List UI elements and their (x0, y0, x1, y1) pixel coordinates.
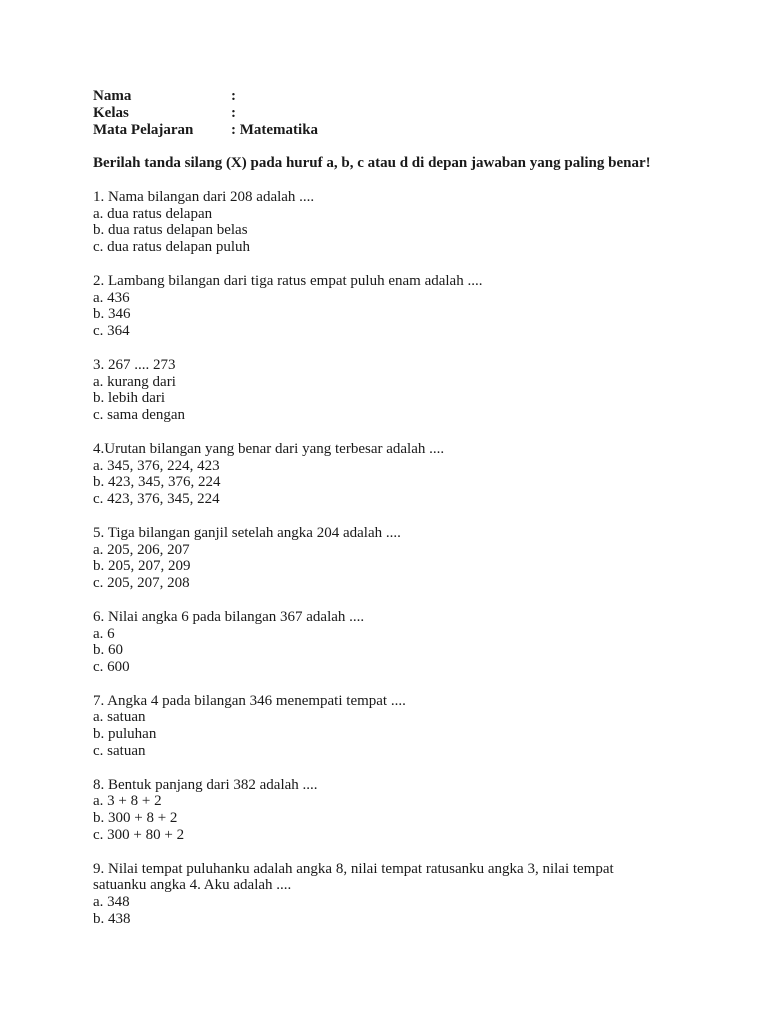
option-a: a. satuan (93, 709, 146, 726)
mapel-label: Mata Pelajaran (93, 121, 194, 138)
option-c: c. 423, 376, 345, 224 (93, 491, 220, 508)
question-9 (93, 861, 733, 928)
option-a: a. 205, 206, 207 (93, 541, 190, 558)
question-5 (93, 525, 733, 592)
option-a: a. 345, 376, 224, 423 (93, 457, 220, 474)
option-c: c. satuan (93, 743, 146, 760)
option-b: b. 60 (93, 642, 123, 659)
nama-label: Nama (93, 88, 132, 104)
question-2 (93, 273, 733, 340)
worksheet-page (93, 88, 733, 928)
question-6 (93, 609, 733, 676)
question-text: 7. Angka 4 pada bilangan 346 menempati tempat .... (93, 692, 406, 709)
header-kelas (93, 105, 733, 122)
option-c: c. 600 (93, 659, 130, 676)
option-c: c. 300 + 80 + 2 (93, 827, 185, 844)
question-text: 1. Nama bilangan dari 208 adalah .... (93, 188, 315, 205)
header-mata-pelajaran (93, 122, 733, 139)
option-c: c. 205, 207, 208 (93, 575, 190, 592)
question-7 (93, 693, 733, 760)
kelas-value: : (231, 104, 236, 121)
question-4 (93, 441, 733, 508)
option-b: b. puluhan (93, 726, 157, 743)
option-a: a. 348 (93, 894, 130, 911)
question-8 (93, 777, 733, 844)
kelas-label: Kelas (93, 104, 129, 121)
question-text-line-2: satuanku angka 4. Aku adalah .... (93, 877, 292, 894)
option-b: b. 205, 207, 209 (93, 558, 191, 575)
option-a: a. dua ratus delapan (93, 205, 213, 222)
question-text: 2. Lambang bilangan dari tiga ratus empat puluh enam adalah .... (93, 272, 483, 289)
header-nama (93, 88, 733, 105)
question-text: 3. 267 .... 273 (93, 356, 176, 373)
option-b: b. 300 + 8 + 2 (93, 810, 178, 827)
option-a: a. 6 (93, 625, 115, 642)
option-b: b. dua ratus delapan belas (93, 222, 248, 239)
question-text: 8. Bentuk panjang dari 382 adalah .... (93, 776, 318, 793)
option-a: a. 436 (93, 289, 130, 306)
question-3 (93, 357, 733, 424)
option-b: b. 423, 345, 376, 224 (93, 474, 221, 491)
option-a: a. kurang dari (93, 373, 176, 390)
nama-value: : (231, 88, 236, 104)
option-b: b. lebih dari (93, 390, 166, 407)
mapel-value: : Matematika (231, 121, 319, 138)
option-c: c. dua ratus delapan puluh (93, 239, 251, 256)
question-text: 4.Urutan bilangan yang benar dari yang terbesar adalah .... (93, 440, 445, 457)
option-c: c. 364 (93, 323, 130, 340)
question-text: 5. Tiga bilangan ganjil setelah angka 204 adalah .... (93, 524, 401, 541)
question-text-line-1: 9. Nilai tempat puluhanku adalah angka 8, nilai tempat ratusanku angka 3, nilai tempat (93, 860, 614, 877)
option-b: b. 346 (93, 306, 131, 323)
option-a: a. 3 + 8 + 2 (93, 793, 162, 810)
option-b: b. 438 (93, 911, 131, 928)
question-text: 6. Nilai angka 6 pada bilangan 367 adalah .... (93, 608, 365, 625)
instruction-text: Berilah tanda silang (X) pada huruf a, b, c atau d di depan jawaban yang paling benar! (93, 155, 651, 172)
question-1 (93, 189, 733, 256)
option-c: c. sama dengan (93, 407, 186, 424)
